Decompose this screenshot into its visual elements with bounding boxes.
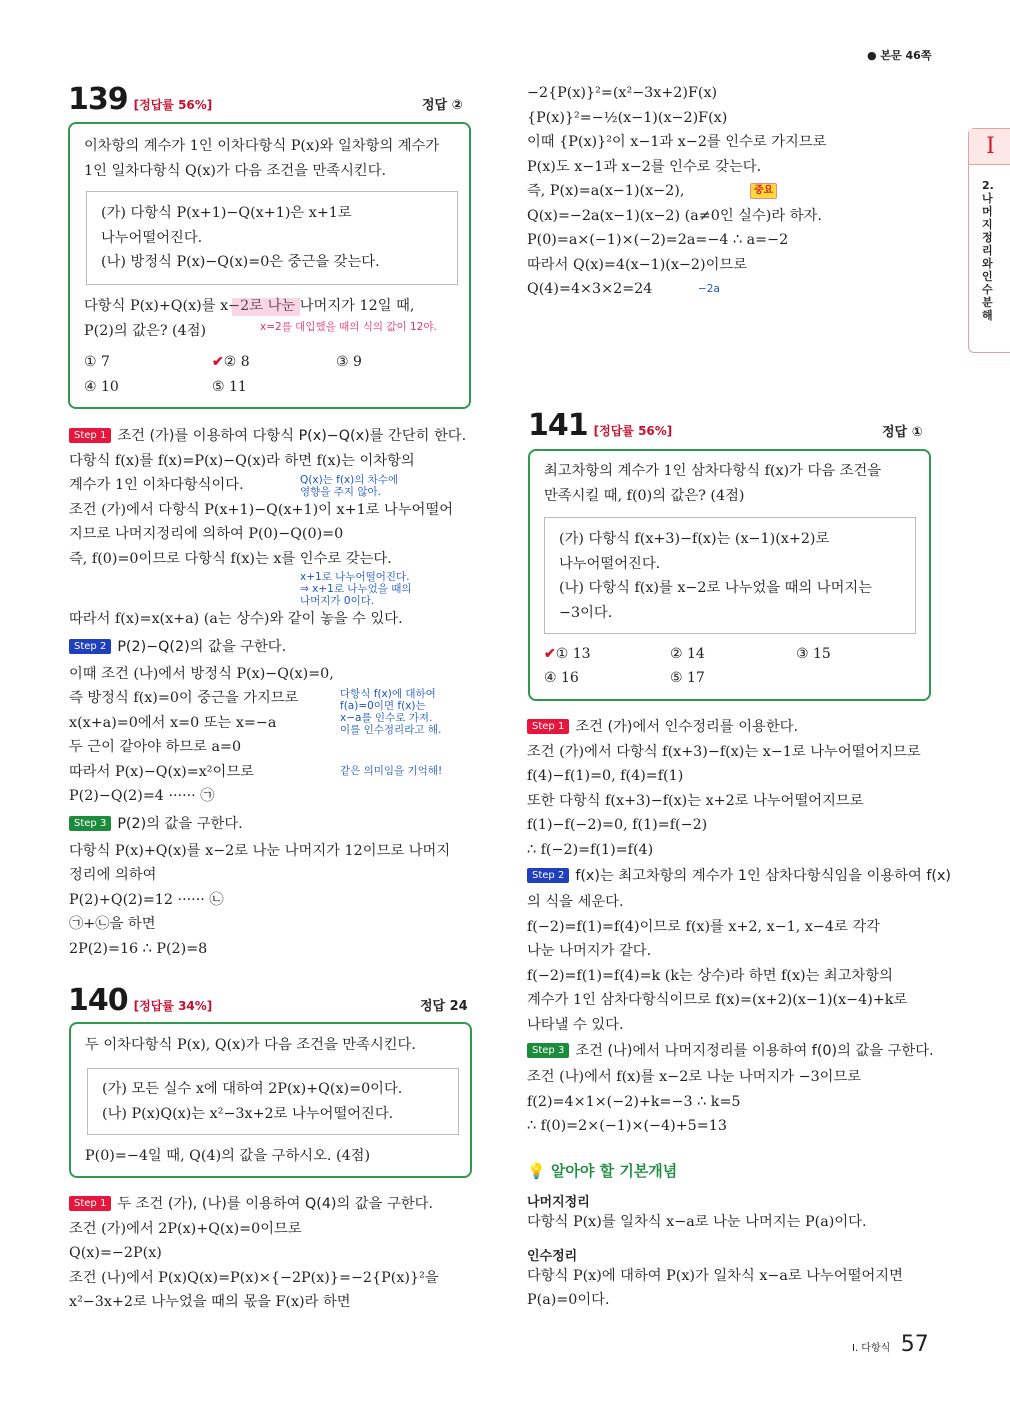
text-line: 이를 인수정리라고 해. bbox=[340, 724, 442, 736]
text-line: f(−2)=f(1)=f(4)=k (k는 상수)라 하면 f(x)는 최고차항의 bbox=[527, 967, 893, 984]
text-line: f(2)=4×1×(−2)+k=−3 ∴ k=5 bbox=[527, 1093, 741, 1110]
problem-140-box: 두 이차다항식 P(x), Q(x)가 다음 조건을 만족시킨다. (가) 모든 실수 x에 대하여 2P(x)+Q(x)=0이다. (나) P(x)Q(x)는 x²−3x+2로 나누어떨어진다. P(0)=−4일 때, Q(4)의 값을 구하시오. (4점) bbox=[69, 1022, 472, 1178]
text-line: 지므로 나머지정리에 의하여 P(0)−Q(0)=0 bbox=[69, 526, 344, 542]
text-line: ∴ f(−2)=f(1)=f(4) bbox=[527, 841, 654, 858]
text-line: x+1로 나누어떨어진다. bbox=[300, 571, 410, 583]
text-line: 다항식 f(x)에 대하여 bbox=[340, 688, 436, 700]
text-line: ∴ f(0)=2×(−1)×(−4)+5=13 bbox=[527, 1118, 727, 1134]
text-line: ⇒ x+1로 나누었을 때의 bbox=[300, 583, 412, 595]
choice-4[interactable]: ④ 10 bbox=[84, 379, 119, 395]
text-line: P(2)+Q(2)=12 ······ ㉡ bbox=[69, 891, 224, 908]
important-badge: 중요 bbox=[750, 183, 777, 199]
text-line: 조건 (나)에서 P(x)Q(x)=P(x)×{−2P(x)}=−2{P(x)}²을 bbox=[69, 1269, 439, 1286]
text-line: ㉠+㉡을 하면 bbox=[69, 916, 156, 932]
text-line: 조건 (가)에서 2P(x)+Q(x)=0이므로 bbox=[69, 1220, 302, 1237]
choice-1[interactable]: ① 7 bbox=[84, 354, 110, 370]
choice-5[interactable]: ⑤ 17 bbox=[670, 670, 705, 686]
text-line: x²−3x+2로 나누었을 때의 몫을 F(x)라 하면 bbox=[69, 1294, 351, 1310]
problem-number: 139 bbox=[68, 82, 128, 117]
choice-3[interactable]: ③ 9 bbox=[336, 354, 362, 370]
text-line: −3이다. bbox=[559, 604, 613, 621]
text-line: 따라서 f(x)=x(x+a) (a는 상수)와 같이 놓을 수 있다. bbox=[69, 611, 403, 627]
text-line: (가) 다항식 f(x+3)−f(x)는 (x−1)(x+2)로 bbox=[559, 531, 830, 547]
text-line: 1인 일차다항식 Q(x)가 다음 조건을 만족시킨다. bbox=[84, 162, 387, 179]
solution-140-continued bbox=[527, 81, 827, 302]
highlight bbox=[232, 298, 300, 316]
text-line: 또한 다항식 f(x+3)−f(x)는 x+2로 나누어떨어지므로 bbox=[527, 792, 864, 809]
text-line: 이때 {P(x)}²이 x−1과 x−2를 인수로 가지므로 bbox=[527, 134, 827, 150]
text-line: P(a)=0이다. bbox=[527, 1292, 610, 1308]
text-line: f(a)=0이면 f(x)는 bbox=[340, 700, 426, 712]
text-line: 나타낼 수 있다. bbox=[527, 1016, 624, 1033]
text-line: 나누어떨어진다. bbox=[559, 555, 661, 572]
page-number: 57 bbox=[900, 1332, 929, 1357]
note-coefficient: −2a bbox=[698, 283, 720, 295]
choice-3[interactable]: ③ 15 bbox=[796, 646, 831, 662]
question bbox=[84, 134, 439, 183]
correct-rate: [정답률 56%] bbox=[133, 98, 213, 112]
text-line: 다항식 P(x)에 대하여 P(x)가 일차식 x−a로 나누어떨어지면 bbox=[527, 1267, 903, 1284]
text-line: −2{P(x)}²=(x²−3x+2)F(x) bbox=[527, 85, 718, 101]
text-line: 조건 (가)에서 다항식 f(x+3)−f(x)는 x−1로 나누어떨어지므로 bbox=[527, 743, 921, 760]
text-line: 조건 (나)에서 f(x)를 x−2로 나눈 나머지가 −3이므로 bbox=[527, 1069, 862, 1085]
text-line: 2P(2)=16 ∴ P(2)=8 bbox=[69, 940, 208, 957]
text-line: 계수가 1인 삼차다항식이므로 f(x)=(x+2)(x−1)(x−4)+k로 bbox=[527, 992, 908, 1008]
text-line: 최고차항의 계수가 1인 삼차다항식 f(x)가 다음 조건을 bbox=[544, 463, 882, 479]
text-line: 이차항의 계수가 1인 이차다항식 P(x)와 일차항의 계수가 bbox=[84, 138, 440, 154]
problem-139-box bbox=[68, 122, 471, 409]
solution-140: Step 1 두 조건 (가), (나)를 이용하여 Q(4)의 값을 구한다. 조건 (가)에서 2P(x)+Q(x)=0이므로 Q(x)=−2P(x) 조건 (나)에서 P(x)Q(x)=P(x)×{−2P(x)}=−2{P(x)}²을 x²−3x+2로 나누었을 때의 몫을 F(x)라 하면 bbox=[69, 1192, 439, 1315]
text-line: 따라서 P(x)−Q(x)=x²이므로 bbox=[69, 763, 254, 780]
text-line: f(4)−f(1)=0, f(4)=f(1) bbox=[527, 768, 684, 784]
text-line: P(0)=a×(−1)×(−2)=2a=−4 ∴ a=−2 bbox=[527, 232, 789, 248]
text-line: 만족시킬 때, f(0)의 값은? (4점) bbox=[544, 487, 745, 504]
text-line: (가) 모든 실수 x에 대하여 2P(x)+Q(x)=0이다. bbox=[102, 1081, 403, 1097]
text-line: P(2)의 값은? (4점) bbox=[84, 322, 207, 339]
text-line: 의 식을 세운다. bbox=[527, 894, 624, 910]
problem-140-header: 140 [정답률 34%] bbox=[68, 983, 213, 1018]
chapter-roman: Ⅰ bbox=[969, 129, 1010, 165]
text-line: f(−2)=f(1)=f(4)이므로 f(x)를 x+2, x−1, x−4로 각각 bbox=[527, 918, 880, 935]
text-line: 즉, P(x)=a(x−1)(x−2), bbox=[527, 183, 685, 199]
problem-141-header: 141 [정답률 56%] bbox=[528, 408, 673, 443]
page-ref: ● 본문 46쪽 bbox=[867, 49, 932, 62]
text-line: 다항식 f(x)를 f(x)=P(x)−Q(x)라 하면 f(x)는 이차항의 bbox=[69, 452, 415, 469]
text-line: {P(x)}²=−½(x−1)(x−2)F(x) bbox=[527, 109, 728, 126]
text-line: P(x)도 x−1과 x−2를 인수로 갖는다. bbox=[527, 158, 762, 175]
text-line: x(x+a)=0에서 x=0 또는 x=−a bbox=[69, 714, 277, 731]
basic-concepts: 💡 알아야 할 기본개념 나머지정리 다항식 P(x)를 일차식 x−a로 나눈 나머지는 P(a)이다. 인수정리 다항식 P(x)에 대하여 P(x)가 일차식 x−a로 나누어떨어지면 P(a)=0이다. bbox=[527, 1160, 903, 1313]
hint-note: x=2를 대입했을 때의 식의 값이 12야. bbox=[260, 321, 437, 333]
text-line: 나머지가 0이다. bbox=[300, 595, 375, 607]
text-line: 조건 (가)에서 다항식 P(x+1)−Q(x+1)이 x+1로 나누어떨어 bbox=[69, 501, 454, 518]
text-line: x−a를 인수로 가져. bbox=[340, 712, 433, 724]
text-line: (나) 방정식 P(x)−Q(x)=0은 중근을 갖는다. bbox=[101, 254, 380, 270]
note-same-meaning: 같은 의미임을 기억해! bbox=[340, 765, 443, 777]
check-mark-icon: ✔ bbox=[544, 646, 556, 662]
step-badge: Step 1 bbox=[69, 428, 111, 443]
choice-4[interactable]: ④ 16 bbox=[544, 670, 579, 686]
lightbulb-icon: 💡 bbox=[527, 1162, 546, 1180]
text-line: P(2)−Q(2)=4 ······ ㉠ bbox=[69, 788, 215, 804]
choice-2[interactable]: ② 14 bbox=[670, 646, 705, 662]
text-line: 영향을 주지 않아. bbox=[300, 486, 382, 498]
text-line: 이때 조건 (나)에서 방정식 P(x)−Q(x)=0, bbox=[69, 665, 334, 682]
text-line: 따라서 Q(x)=4(x−1)(x−2)이므로 bbox=[527, 256, 748, 273]
answer-label: 정답 24 bbox=[420, 999, 468, 1014]
text-line: f(1)−f(−2)=0, f(1)=f(−2) bbox=[527, 817, 708, 833]
note-degree bbox=[300, 474, 398, 498]
text-line: 다항식 P(x)+Q(x)를 x−2로 나눈 나머지가 12이므로 나머지 bbox=[69, 842, 451, 859]
text-line: 다항식 P(x)+Q(x)를 x−2로 나눈 나머지가 12일 때, bbox=[84, 298, 415, 314]
conditions-box bbox=[544, 517, 916, 634]
answer-label: 정답 ② bbox=[422, 98, 463, 113]
text-line: 계수가 1인 이차다항식이다. bbox=[69, 477, 244, 493]
answer-label: 정답 ① bbox=[882, 425, 923, 440]
text-line: 정리에 의하여 bbox=[69, 867, 157, 883]
chapter-label: 2.나머지정리와 인수분해 bbox=[982, 179, 994, 322]
text-line: Q(x)=−2P(x) bbox=[69, 1245, 162, 1261]
choice-5[interactable]: ⑤ 11 bbox=[212, 379, 247, 395]
text-line: Q(x)=−2a(x−1)(x−2) (a≠0인 실수)라 하자. bbox=[527, 207, 822, 224]
text-line: 두 근이 같아야 하므로 a=0 bbox=[69, 739, 242, 755]
text-line: (나) 다항식 f(x)를 x−2로 나누었을 때의 나머지는 bbox=[559, 580, 873, 596]
choice-1[interactable]: ✔① 13 bbox=[544, 646, 591, 662]
conditions-box bbox=[86, 191, 458, 285]
text-line: 나눈 나머지가 같다. bbox=[527, 943, 652, 959]
solution-141: Step 1 조건 (가)에서 인수정리를 이용한다. 조건 (가)에서 다항식 f(x+3)−f(x)는 x−1로 나누어떨어지므로 f(4)−f(1)=0, f(4)=f(1) 또한 다항식 f(x+3)−f(x)는 x+2로 나누어떨어지므로 f(1)−f(−2)=0, f(1)=f(−2) ∴ f(−2)=f(1)=f(4) Step 2 f(x)는 최고차항의 계수가 1인 삼차다항식임을 이용하여 f(x) 의 식을 세운다. f(−2)=f(1)=f(4)이므로 f(x)를 x+2, x−1, x−4로 각각 나눈 나머지가 같다. f(−2)=f(1)=f(4)=k (k는 상수)라 하면 f(x)는 최고차항의 계수가 1인 삼차다항식이므로 f(x)=(x+2)(x−1)(x−4)+k로 나타낼 수 있다. Step 3 조건 (나)에서 나머지정리를 이용하여 f(0)의 값을 구한다. 조건 (나)에서 f(x)를 x−2로 나눈 나머지가 −3이므로 f(2)=4×1×(−2)+k=−3 ∴ k=5 ∴ f(0)=2×(−1)×(−4)+5=13 bbox=[527, 715, 951, 1139]
note-divisible bbox=[300, 571, 412, 607]
text-line: 즉, f(0)=0이므로 다항식 f(x)는 x를 인수로 갖는다. bbox=[69, 550, 392, 567]
text-line: Q(4)=4×3×2=24 bbox=[527, 281, 653, 297]
text-line: (가) 다항식 P(x+1)−Q(x+1)은 x+1로 bbox=[101, 205, 352, 221]
problem-141-box bbox=[528, 449, 931, 701]
chapter-tab[interactable] bbox=[968, 128, 1010, 353]
page-footer: Ⅰ. 다항식 57 bbox=[852, 1332, 929, 1357]
check-mark-icon: ✔ bbox=[212, 354, 224, 370]
choice-2[interactable]: ✔② 8 bbox=[212, 354, 250, 370]
text-line: Q(x)는 f(x)의 차수에 bbox=[300, 474, 399, 486]
conditions-box bbox=[87, 1068, 459, 1135]
text-line: 나누어떨어진다. bbox=[101, 229, 203, 246]
text-line: (나) P(x)Q(x)는 x²−3x+2로 나누어떨어진다. bbox=[102, 1105, 394, 1122]
solution-139: Step 1 조건 (가)를 이용하여 다항식 P(x)−Q(x)를 간단히 한다. 다항식 f(x)를 f(x)=P(x)−Q(x)라 하면 f(x)는 이차항의 계수가 1인 이차다항식이다. 조건 (가)에서 다항식 P(x+1)−Q(x+1)이 x+1로 나누어떨어 지므로 나머지정리에 의하여 P(0)−Q(0)=0 즉, f(0)=0이므로 다항식 f(x)는 x를 인수로 갖는다. 따라서 f(x)=x(x+a) (a는 상수)와 같이 놓을 수 있다. Step 2 P(2)−Q(2)의 값을 구한다. 이때 조건 (나)에서 방정식 P(x)−Q(x)=0, 즉 방정식 f(x)=0이 중근을 가지므로 x(x+a)=0에서 x=0 또는 x=−a 두 근이 같아야 하므로 a=0 따라서 P(x)−Q(x)=x²이므로 P(2)−Q(2)=4 ······ ㉠ Step 3 P(2)의 값을 구한다. 다항식 P(x)+Q(x)를 x−2로 나눈 나머지가 12이므로 나머지 정리에 의하여 P(2)+Q(2)=12 ······ ㉡ ㉠+㉡을 하면 2P(2)=16 ∴ P(2)=8 bbox=[69, 424, 466, 961]
problem-139-header bbox=[68, 82, 212, 117]
text-line: 즉 방정식 f(x)=0이 중근을 가지므로 bbox=[69, 690, 299, 706]
note-factor-theorem bbox=[340, 688, 441, 736]
